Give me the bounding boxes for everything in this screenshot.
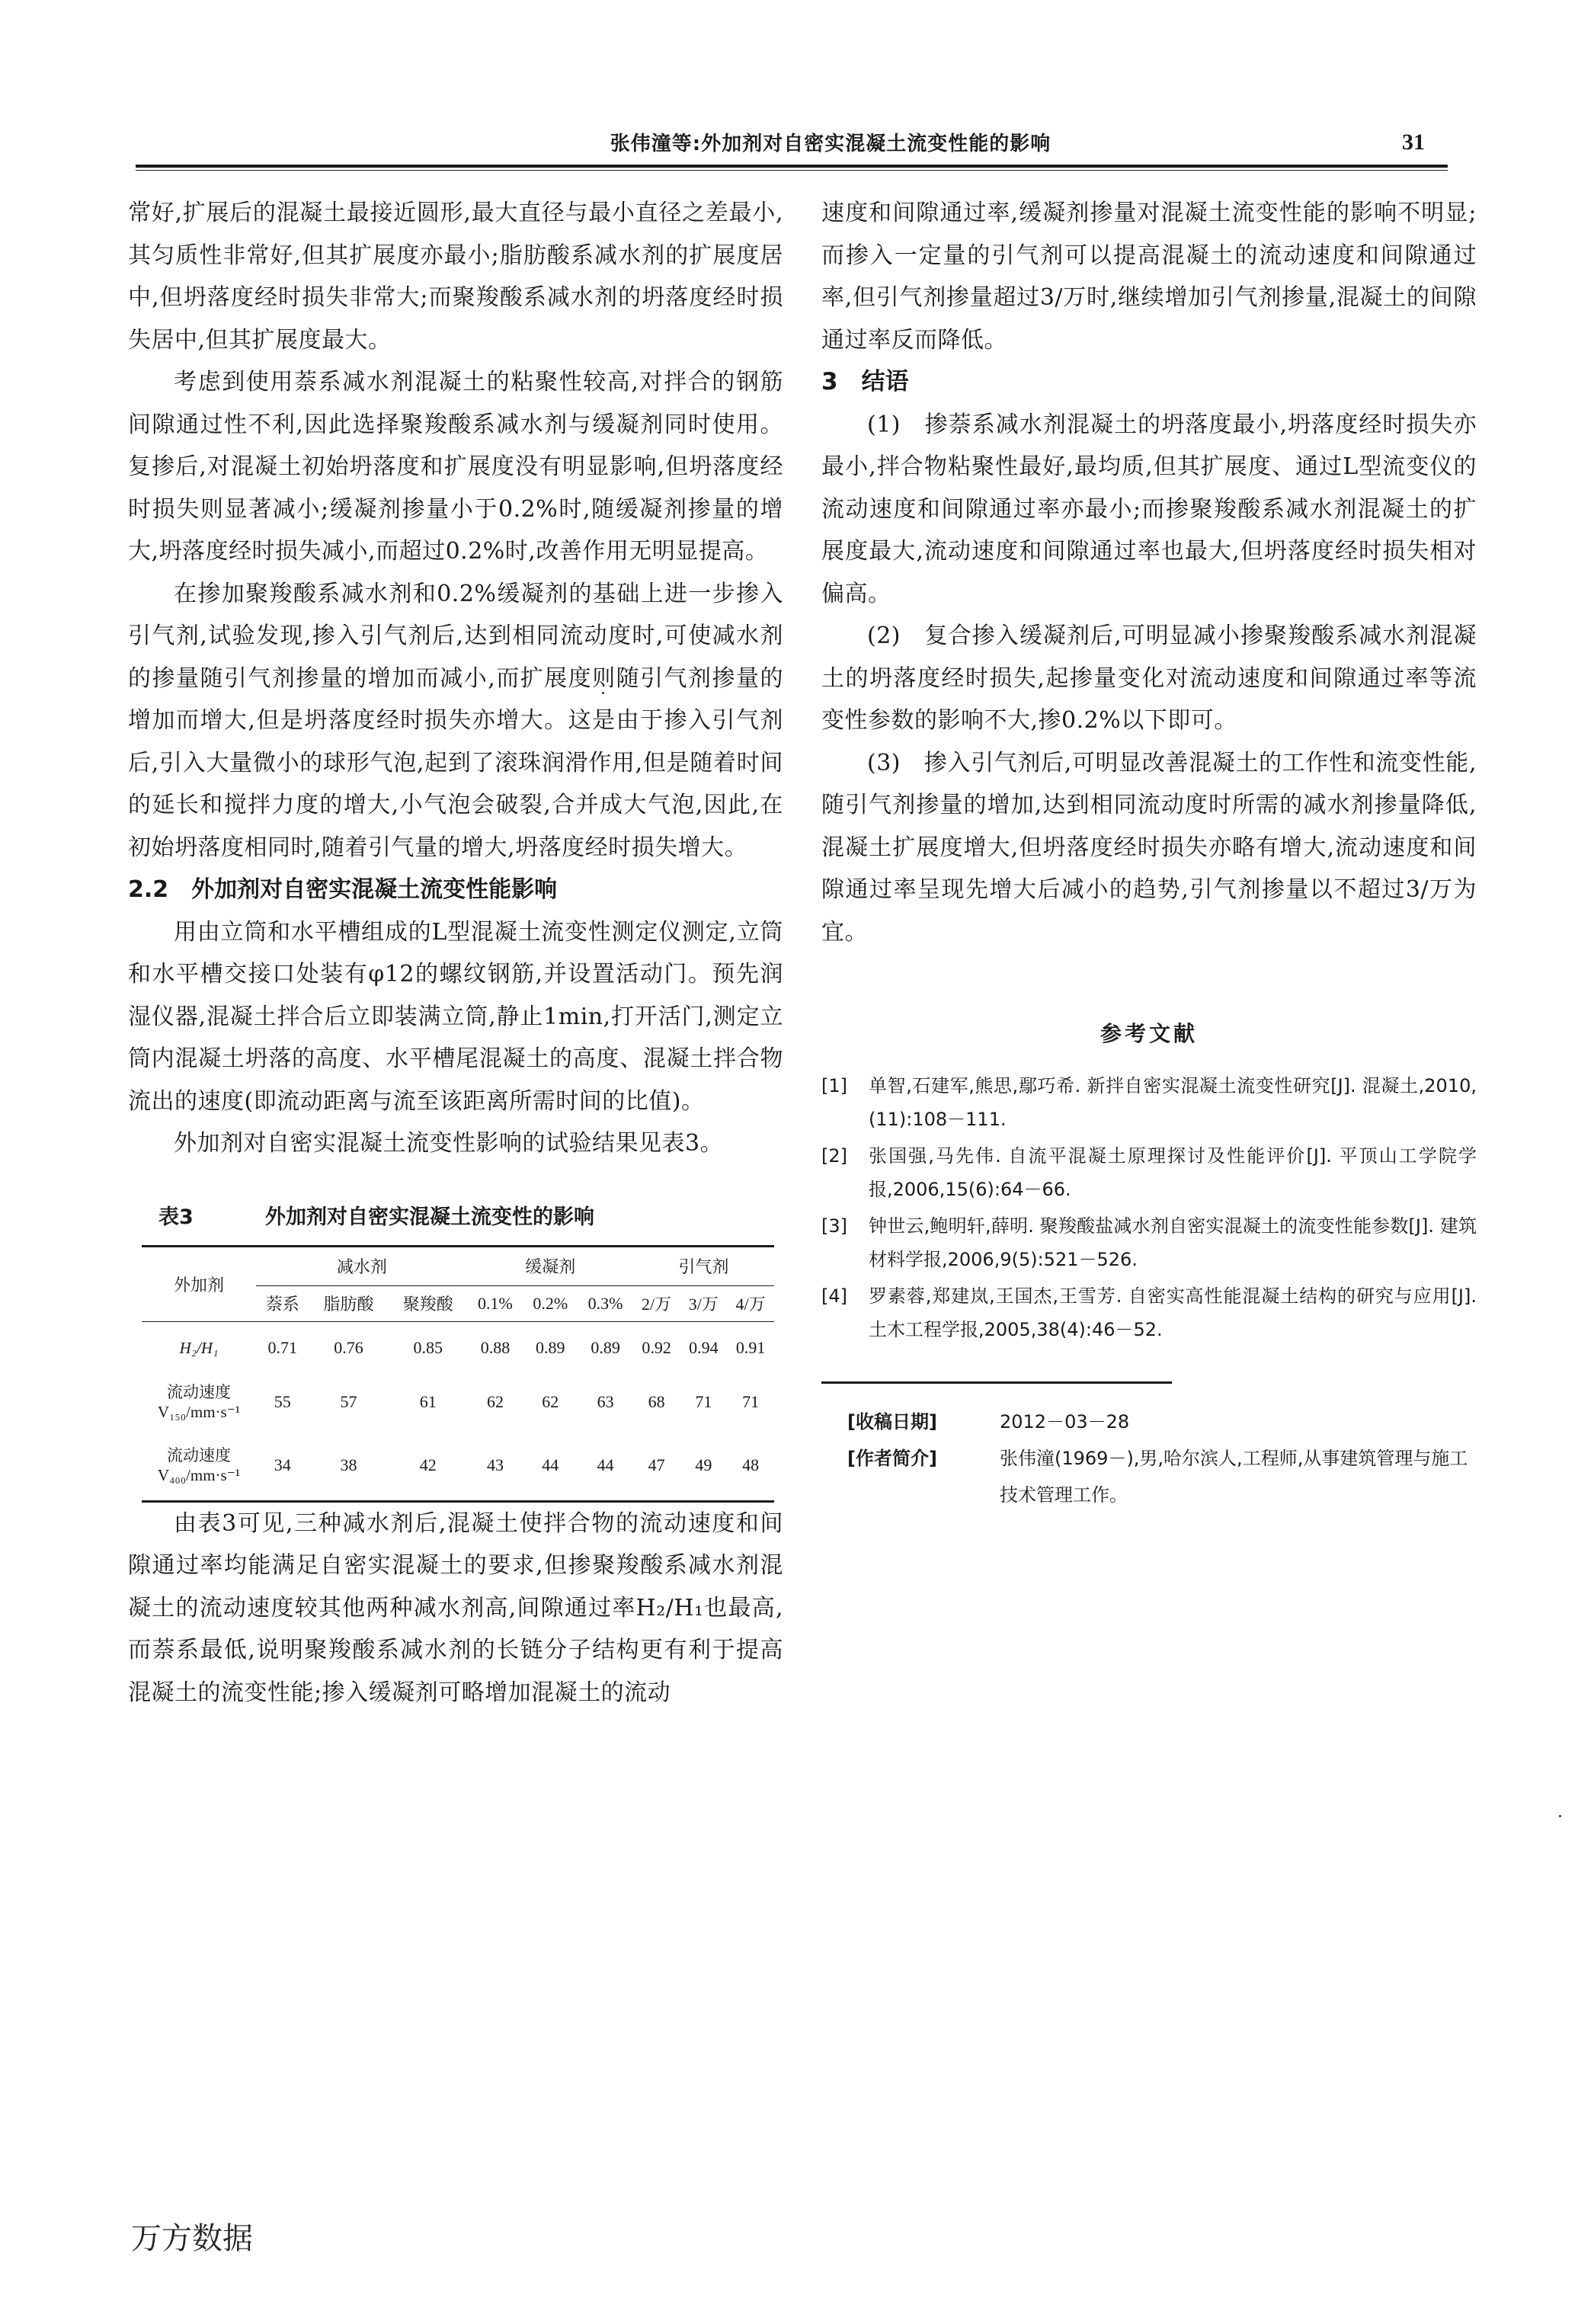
wanfang-watermark: 万方数据 — [131, 2221, 253, 2256]
table-subheader: 2/万 — [633, 1285, 680, 1321]
body-paragraph: 在掺加聚羧酸系减水剂和0.2%缓凝剂的基础上进一步掺入引气剂,试验发现,掺入引气剂后,达到相同流动度时,可使减水剂的掺量随引气剂掺量的增加而减小,而扩展度则随引气剂掺量的增加而增大,但是坍落度经时损失亦增大。这是由于掺入引气剂后,引入大量微小的球形气泡,起到了滚珠润滑作用,但是随着时间的延长和搅拌力度的增大,小气泡会破裂,合并成大气泡,因此,在初始坍落度相同时,随着引气量的增大,坍落度经时损失增大。 — [128, 580, 783, 861]
reference-text: 单智,石建军,熊思,鄢巧希. 新拌自密实混凝土流变性研究[J]. 混凝土,2010,(11):108－111. — [869, 1075, 1477, 1130]
table-3 — [142, 1245, 774, 1503]
table-cell: 57 — [340, 1391, 357, 1411]
table-cell: 0.89 — [591, 1337, 620, 1357]
table-cell: 44 — [578, 1430, 632, 1502]
reference-entry — [821, 1069, 1477, 1136]
table-cell: 62 — [542, 1391, 559, 1411]
right-column — [821, 192, 1477, 1513]
table-cell: 38 — [309, 1430, 388, 1502]
reference-text: 张国强,马先伟. 自流平混凝土原理探讨及性能评价[J]. 平顶山工学院学报,2006,15(6):64－66. — [869, 1145, 1477, 1200]
table-cell: 0.89 — [536, 1337, 565, 1357]
header-rule-thin — [136, 170, 1448, 171]
table-row-label: 流动速度 V₄₀₀/mm·s⁻¹ — [142, 1430, 256, 1502]
table-cell: 49 — [680, 1430, 727, 1502]
scan-speck — [602, 692, 604, 694]
table-cell: 0.88 — [480, 1337, 511, 1357]
table-label: 表3 — [158, 1205, 194, 1229]
reference-entry — [821, 1279, 1477, 1346]
running-header-title: 张伟潼等:外加剂对自密实混凝土流变性能的影响 — [610, 133, 1051, 155]
table-row — [142, 1430, 774, 1502]
table-cell: 63 — [597, 1391, 614, 1411]
table-cell: 34 — [256, 1430, 309, 1502]
table-cell: 71 — [742, 1391, 760, 1411]
conclusion-item: (2) 复合掺入缓凝剂后,可明显减小掺聚羧酸系减水剂混凝土的坍落度经时损失,起掺量变化对流动速度和间隙通过率等流变性参数的影响不大,掺0.2%以下即可。 — [821, 623, 1477, 734]
table-subheader: 脂肪酸 — [309, 1285, 388, 1321]
reference-number: [1] — [821, 1075, 847, 1096]
received-date — [821, 1404, 1477, 1440]
table-subheader: 聚羧酸 — [389, 1285, 468, 1321]
reference-entry — [821, 1209, 1477, 1276]
section-heading-3: 3 结语 — [821, 368, 909, 395]
table-row-label: H₂/H₁ — [179, 1338, 219, 1357]
table-cell: 0.94 — [689, 1337, 719, 1357]
body-paragraph: 用由立筒和水平槽组成的L型混凝土流变性测定仪测定,立筒和水平槽交接口处装有φ12的螺纹钢筋,并设置活动门。预先润湿仪器,混凝土拌合后立即装满立筒,静止1min,打开活门,测定立筒内混凝土坍落的高度、水平槽尾混凝土的高度、混凝土拌合物流出的速度(即流动距离与流至该距离所需时间的比值)。 — [128, 918, 783, 1115]
reference-number: [2] — [821, 1145, 847, 1167]
table-corner-header: 外加剂 — [142, 1246, 256, 1321]
table-subheader: 0.1% — [468, 1285, 523, 1321]
reference-number: [3] — [821, 1215, 847, 1237]
author-bio — [821, 1440, 1477, 1513]
body-paragraph: 考虑到使用萘系减水剂混凝土的粘聚性较高,对拌合的钢筋间隙通过性不利,因此选择聚羧酸系减水剂与缓凝剂同时使用。复掺后,对混凝土初始坍落度和扩展度没有明显影响,但坍落度经时损失则显著减小;缓凝剂掺量小于0.2%时,随缓凝剂掺量的增大,坍落度经时损失减小,而超过0.2%时,改善作用无明显提高。 — [128, 369, 783, 565]
footnote-rule — [821, 1381, 1172, 1384]
table-group-header: 减水剂 — [256, 1246, 468, 1285]
table-subheader: 3/万 — [680, 1285, 727, 1321]
table-group-header: 缓凝剂 — [468, 1246, 633, 1285]
table-cell: 68 — [648, 1391, 665, 1411]
author-bio-label: [作者简介] — [847, 1448, 937, 1469]
table-cell: 0.71 — [267, 1337, 297, 1357]
table-caption — [128, 1200, 783, 1230]
reference-text: 钟世云,鲍明轩,薛明. 聚羧酸盐减水剂自密实混凝土的流变性能参数[J]. 建筑材料学报,2006,9(5):521－526. — [869, 1215, 1477, 1270]
table-row — [142, 1374, 774, 1430]
scan-speck — [1559, 1815, 1561, 1817]
section-heading-2-2: 2.2 外加剂对自密实混凝土流变性能影响 — [128, 876, 558, 903]
table-cell: 0.92 — [642, 1337, 671, 1357]
body-paragraph: 由表3可见,三种减水剂后,混凝土使拌合物的流动速度和间隙通过率均能满足自密实混凝土的要求,但掺聚羧酸系减水剂混凝土的流动速度较其他两种减水剂高,间隙通过率H₂/H₁也最高,而萘系最低,说明聚羧酸系减水剂的长链分子结构更有利于提高混凝土的流变性能;掺入缓凝剂可略增加混凝土的流动 — [128, 1509, 783, 1706]
table-subheader: 萘系 — [256, 1285, 309, 1321]
table-group-header: 引气剂 — [633, 1246, 774, 1285]
table-cell: 61 — [419, 1391, 437, 1411]
table-cell: 42 — [389, 1430, 468, 1502]
table-cell: 47 — [633, 1430, 680, 1502]
reference-entry — [821, 1139, 1477, 1206]
table-row-label: 流动速度 V₁₅₀/mm·s⁻¹ — [157, 1382, 241, 1421]
table-row — [142, 1321, 774, 1374]
reference-text: 罗素蓉,郑建岚,王国杰,王雪芳. 自密实高性能混凝土结构的研究与应用[J]. 土木工程学报,2005,38(4):46－52. — [869, 1285, 1477, 1340]
conclusion-item: (3) 掺入引气剂后,可明显改善混凝土的工作性和流变性能,随引气剂掺量的增加,达到相同流动度时所需的减水剂掺量降低,混凝土扩展度增大,但坍落度经时损失亦略有增大,流动速度和间隙通过率呈现先增大后减小的趋势,引气剂掺量以不超过3/万为宜。 — [821, 749, 1477, 946]
conclusion-item: (1) 掺萘系减水剂混凝土的坍落度最小,坍落度经时损失亦最小,拌合物粘聚性最好,最均质,但其扩展度、通过L型流变仪的流动速度和间隙通过率亦最小;而掺聚羧酸系减水剂混凝土的扩展度最大,流动速度和间隙通过率也最大,但坍落度经时损失相对偏高。 — [821, 411, 1477, 607]
header-rule — [136, 165, 1448, 168]
table-title: 外加剂对自密实混凝土流变性的影响 — [265, 1205, 594, 1229]
body-paragraph: 速度和间隙通过率,缓凝剂掺量对混凝土流变性能的影响不明显;而掺入一定量的引气剂可以提高混凝土的流动速度和间隙通过率,但引气剂掺量超过3/万时,继续增加引气剂掺量,混凝土的间隙通过率反而降低。 — [821, 200, 1477, 354]
table-cell: 48 — [727, 1430, 774, 1502]
reference-number: [4] — [821, 1285, 847, 1307]
table-cell: 0.91 — [735, 1337, 766, 1357]
table-cell: 43 — [468, 1430, 523, 1502]
table-cell: 44 — [523, 1430, 578, 1502]
table-cell: 0.85 — [413, 1337, 443, 1357]
received-date-label: [收稿日期] — [847, 1411, 937, 1432]
page-number: 31 — [1402, 130, 1425, 155]
left-column — [128, 192, 783, 1714]
received-date-value: 2012－03－28 — [1000, 1411, 1130, 1432]
table-cell: 0.76 — [334, 1337, 363, 1357]
table-cell: 71 — [695, 1391, 712, 1411]
author-bio-text: 张伟潼(1969－),男,哈尔滨人,工程师,从事建筑管理与施工技术管理工作。 — [1000, 1448, 1468, 1506]
references-heading: 参考文献 — [1099, 1021, 1198, 1046]
table-subheader: 0.2% — [523, 1285, 578, 1321]
table-subheader: 4/万 — [727, 1285, 774, 1321]
body-paragraph: 外加剂对自密实混凝土流变性影响的试验结果见表3。 — [174, 1130, 724, 1157]
table-cell: 62 — [486, 1391, 504, 1411]
table-cell: 55 — [274, 1391, 291, 1411]
body-paragraph: 常好,扩展后的混凝土最接近圆形,最大直径与最小直径之差最小,其匀质性非常好,但其扩展度亦最小;脂肪酸系减水剂的扩展度居中,但坍落度经时损失非常大;而聚羧酸系减水剂的坍落度经时损失居中,但其扩展度最大。 — [128, 200, 783, 354]
table-subheader: 0.3% — [578, 1285, 632, 1321]
